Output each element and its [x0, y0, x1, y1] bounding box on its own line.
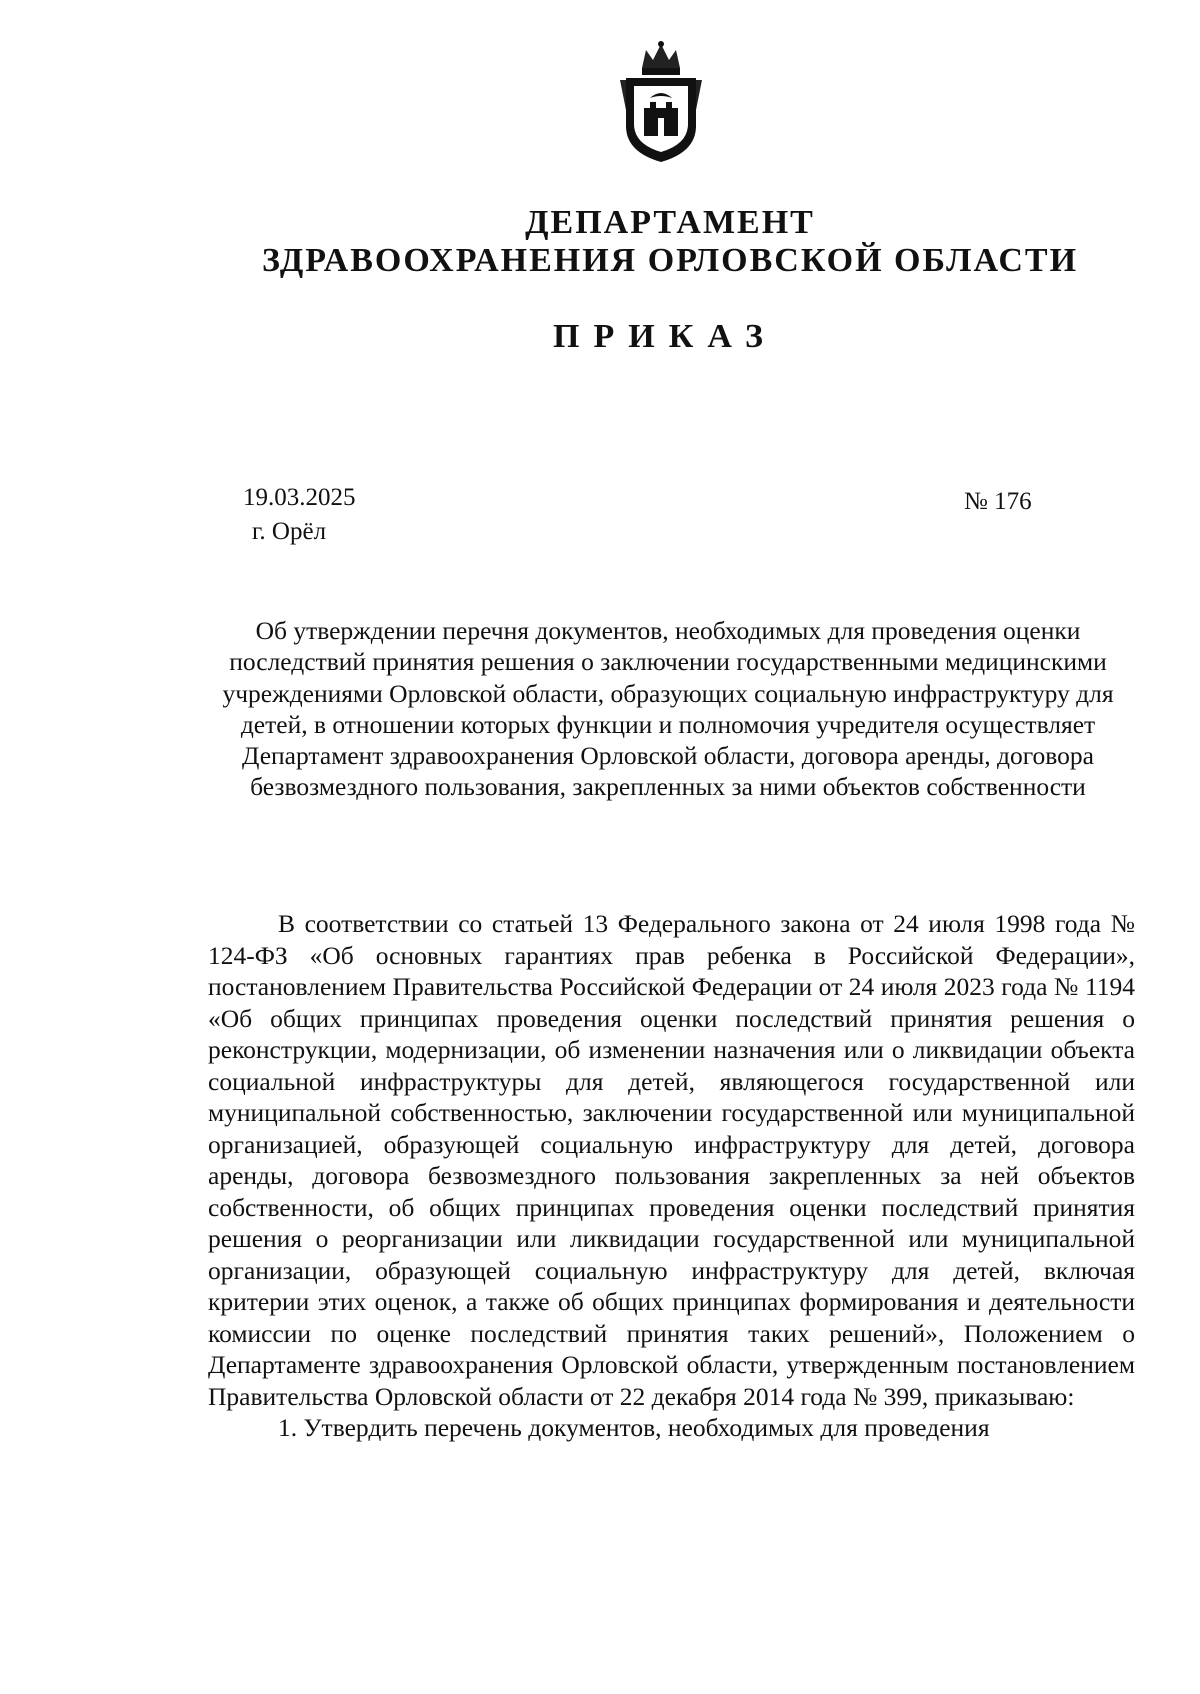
order-subject: Об утверждении перечня документов, необходимых для проведения оценки последствий принятия решения о заключении государственными медицинскими учреждениями Орловской области, образующих социальную инфраструктуру для детей, в отношении которых функции и полномочия учредителя осуществляет Департамент здравоохранения Орловской области, договора аренды, договора безвозмездного пользования, закрепленных за ними объектов собственности: [222, 616, 1114, 802]
order-city: г. Орёл: [252, 518, 327, 545]
order-body: [208, 908, 1135, 1444]
order-number: № 176: [964, 488, 1032, 515]
department-title-line2: ЗДРАВООХРАНЕНИЯ ОРЛОВСКОЙ ОБЛАСТИ: [261, 242, 1079, 279]
order-date: 19.03.2025: [243, 484, 356, 511]
coat-of-arms-emblem: [620, 40, 702, 164]
order-item-1: 1. Утвердить перечень документов, необходимых для проведения: [278, 1413, 990, 1442]
preamble-paragraph: В соответствии со статьей 13 Федерального закона от 24 июля 1998 года № 124-ФЗ «Об основных гарантиях прав ребенка в Российской Федерации», постановлением Правительства Российской Федерации от 24 июля 2023 года № 1194 «Об общих принципах проведения оценки последствий принятия решения о реконструкции, модернизации, об изменении назначения или о ликвидации объекта социальной инфраструктуры для детей, являющегося государственной или муниципальной собственностью, заключении государственной или муниципальной организацией, образующей социальную инфраструктуру для детей, договора аренды, договора безвозмездного пользования закрепленных за ней объектов собственности, об общих принципах проведения оценки последствий принятия решения о реорганизации или ликвидации государственной или муниципальной организации, образующей социальную инфраструктуру для детей, включая критерии этих оценок, а также об общих принципах формирования и деятельности комиссии по оценке последствий принятия таких решений», Положением о Департаменте здравоохранения Орловской области, утвержденным постановлением Правительства Орловской области от 22 декабря 2014 года № 399, приказываю:: [208, 909, 1135, 1411]
document-type-title: ПРИКАЗ: [553, 318, 777, 355]
department-title-line1: ДЕПАРТАМЕНТ: [525, 204, 815, 241]
